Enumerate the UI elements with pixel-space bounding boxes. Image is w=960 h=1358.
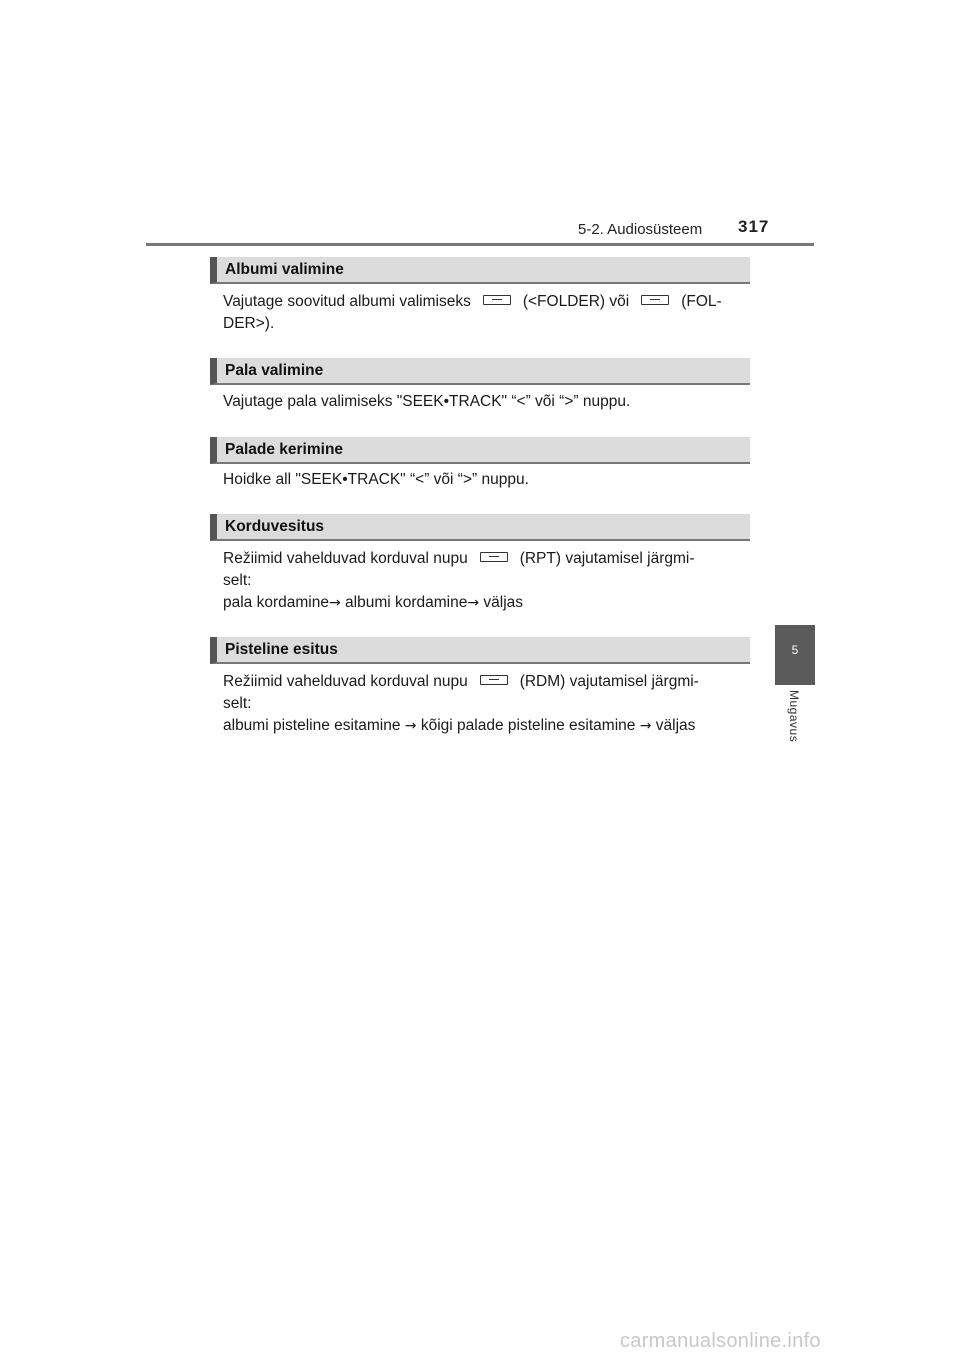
header-divider (146, 243, 814, 246)
section-heading-track-select (210, 358, 750, 385)
rpt-button-icon (480, 552, 508, 562)
text-run: albumi kordamine (345, 594, 468, 611)
album-select-paragraph (223, 291, 745, 335)
text-run: selt: (223, 572, 252, 589)
chapter-tab (775, 625, 815, 685)
text-run: DER>). (223, 315, 275, 332)
text-run: albumi pisteline esitamine (223, 717, 401, 734)
text-run: (FOL- (681, 293, 722, 310)
rdm-button-icon (480, 675, 508, 685)
text-run: selt: (223, 695, 252, 712)
text-run: (<FOLDER) või (522, 293, 630, 310)
section-heading-random (210, 637, 750, 664)
arrow-right-icon: → (467, 595, 480, 611)
chapter-label: Mugavus (787, 690, 801, 743)
chapter-number: 5 (791, 643, 799, 657)
section-heading-repeat (210, 514, 750, 541)
track-scroll-paragraph: Hoidke all "SEEK•TRACK" “<” või “>” nuppu. (223, 471, 529, 488)
text-run: väljas (483, 594, 524, 611)
text-run: kõigi palade pisteline esitamine (420, 717, 636, 734)
arrow-right-icon: → (404, 718, 417, 734)
section-heading-label: Pala valimine (225, 362, 324, 379)
section-title: 5-2. Audiosüsteem (578, 221, 703, 238)
page-header (0, 0, 960, 250)
page-number: 317 (738, 217, 770, 236)
folder-down-button-icon (483, 295, 511, 305)
text-run: väljas (655, 717, 696, 734)
folder-up-button-icon (641, 295, 669, 305)
section-heading-album-select (210, 257, 750, 284)
text-run: Režiimid vahelduvad korduval nupu (223, 673, 468, 690)
section-heading-label: Pisteline esitus (225, 641, 338, 658)
section-heading-label: Albumi valimine (225, 261, 344, 278)
text-run: Režiimid vahelduvad korduval nupu (223, 550, 468, 567)
section-heading-label: Korduvesitus (225, 518, 325, 535)
text-run: Vajutage soovitud albumi valimiseks (223, 293, 471, 310)
watermark: carmanualsonline.info (620, 1330, 821, 1352)
arrow-right-icon: → (328, 595, 341, 611)
arrow-right-icon: → (639, 718, 652, 734)
text-run: (RPT) vajutamisel järgmi- (519, 550, 695, 567)
random-paragraph (223, 671, 745, 737)
section-heading-track-scroll (210, 437, 750, 464)
track-select-paragraph: Vajutage pala valimiseks "SEEK•TRACK" “<” või “>” nuppu. (223, 393, 631, 410)
text-run: pala kordamine (223, 594, 329, 611)
section-heading-label: Palade kerimine (225, 441, 344, 458)
text-run: (RDM) vajutamisel järgmi- (519, 673, 699, 690)
repeat-paragraph (223, 548, 745, 614)
